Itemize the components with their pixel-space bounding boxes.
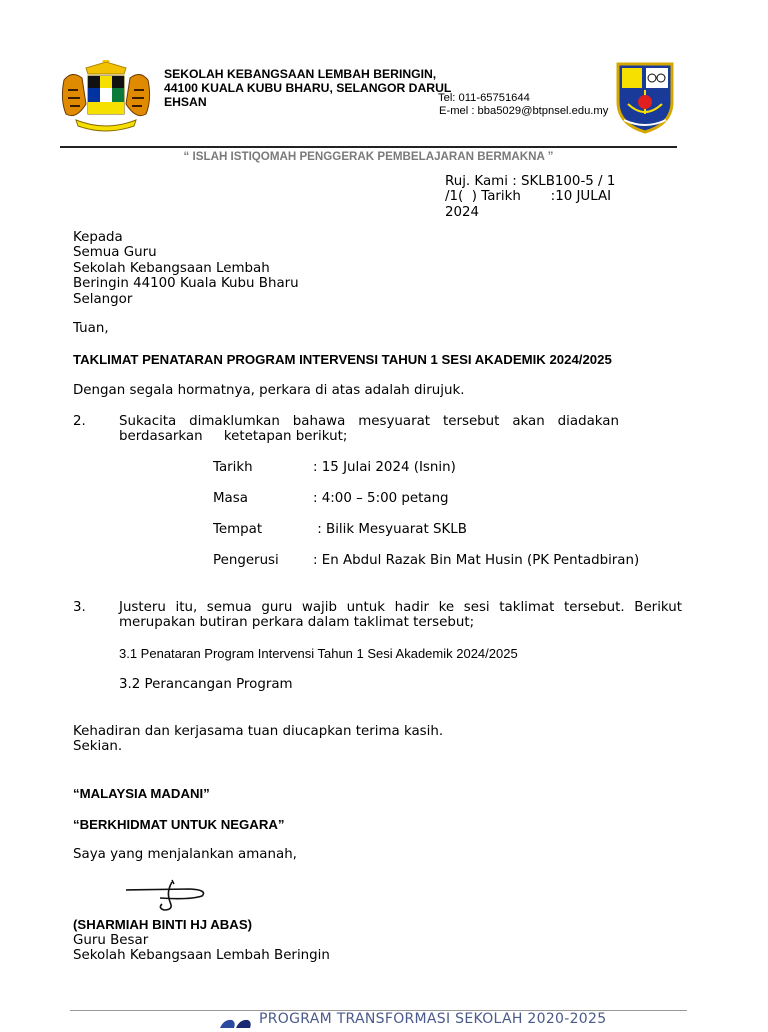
detail-value: : Bilik Mesyuarat SKLB xyxy=(313,522,467,537)
reference-block xyxy=(445,174,635,220)
paragraph-number: 3. xyxy=(73,600,86,615)
address-line: Beringin 44100 Kuala Kubu Bharu xyxy=(73,276,299,292)
school-crest-icon xyxy=(614,58,676,134)
reference-line: 2024 xyxy=(445,204,480,220)
closing-line: Sekian. xyxy=(73,739,123,754)
closing-line: Kehadiran dan kerjasama tuan diucapkan terima kasih. xyxy=(73,724,444,739)
contact-block xyxy=(438,92,621,118)
reference-line: Ruj. Kami : SKLB100-5 / 1 xyxy=(445,174,616,189)
footer-text: PROGRAM TRANSFORMASI SEKOLAH 2020-2025 xyxy=(259,1011,607,1027)
paragraph-2-line: berdasarkan ketetapan berikut; xyxy=(119,429,348,444)
address-line: Selangor xyxy=(73,291,133,307)
email: E-mel : bba5029@btpnsel.edu.my xyxy=(439,105,609,118)
letter-subject: TAKLIMAT PENATARAN PROGRAM INTERVENSI TAHUN 1 SESI AKADEMIK 2024/2025 xyxy=(73,352,612,367)
detail-value: : 4:00 – 5:00 petang xyxy=(313,491,449,506)
recipient-address xyxy=(73,230,299,307)
signatory-name: (SHARMIAH BINTI HJ ABAS) xyxy=(73,917,253,932)
header-divider xyxy=(60,146,677,148)
slogan: “BERKHIDMAT UNTUK NEGARA” xyxy=(73,817,285,832)
detail-value: : 15 Julai 2024 (Isnin) xyxy=(313,460,456,475)
signatory-school: Sekolah Kebangsaan Lembah Beringin xyxy=(73,948,330,963)
coat-of-arms-icon xyxy=(58,60,154,132)
signatory-title: Guru Besar xyxy=(73,933,149,948)
paragraph-3-text: Justeru itu, semua guru wajib untuk hadir ke sesi taklimat tersebut. Berikut merupakan butiran perkara dalam taklimat tersebut; xyxy=(119,600,682,631)
detail-label: Tarikh xyxy=(213,460,253,475)
transformasi-logo-icon xyxy=(218,1013,254,1024)
school-name: SEKOLAH KEBANGSAAN LEMBAH BERINGIN, 44100 KUALA KUBU BHARU, SELANGOR DARUL EHSAN xyxy=(164,67,452,110)
address-line: Sekolah Kebangsaan Lembah xyxy=(73,260,270,276)
telephone: Tel: 011-65751644 xyxy=(438,92,530,104)
reference-line: /1( ) Tarikh :10 JULAI xyxy=(445,189,612,205)
signature-image xyxy=(120,876,215,916)
trust-line: Saya yang menjalankan amanah, xyxy=(73,847,297,862)
slogan: “MALAYSIA MADANI” xyxy=(73,786,210,801)
detail-label: Tempat xyxy=(213,522,263,537)
paragraph-number: 2. xyxy=(73,414,86,429)
agenda-item: 3.1 Penataran Program Intervensi Tahun 1 Sesi Akademik 2024/2025 xyxy=(119,646,518,661)
agenda-item: 3.2 Perancangan Program xyxy=(119,677,293,692)
address-line: Semua Guru xyxy=(73,245,157,261)
address-line: Kepada xyxy=(73,230,123,245)
detail-label: Pengerusi xyxy=(213,553,279,568)
salutation: Tuan, xyxy=(73,321,109,336)
detail-label: Masa xyxy=(213,491,248,506)
detail-value: : En Abdul Razak Bin Mat Husin (PK Pentadbiran) xyxy=(313,553,640,568)
paragraph-2-line: Sukacita dimaklumkan bahawa mesyuarat tersebut akan diadakan xyxy=(119,414,619,429)
school-motto: “ ISLAH ISTIQOMAH PENGGERAK PEMBELAJARAN BERMAKNA ” xyxy=(183,150,554,163)
intro-paragraph: Dengan segala hormatnya, perkara di atas adalah dirujuk. xyxy=(73,383,465,398)
